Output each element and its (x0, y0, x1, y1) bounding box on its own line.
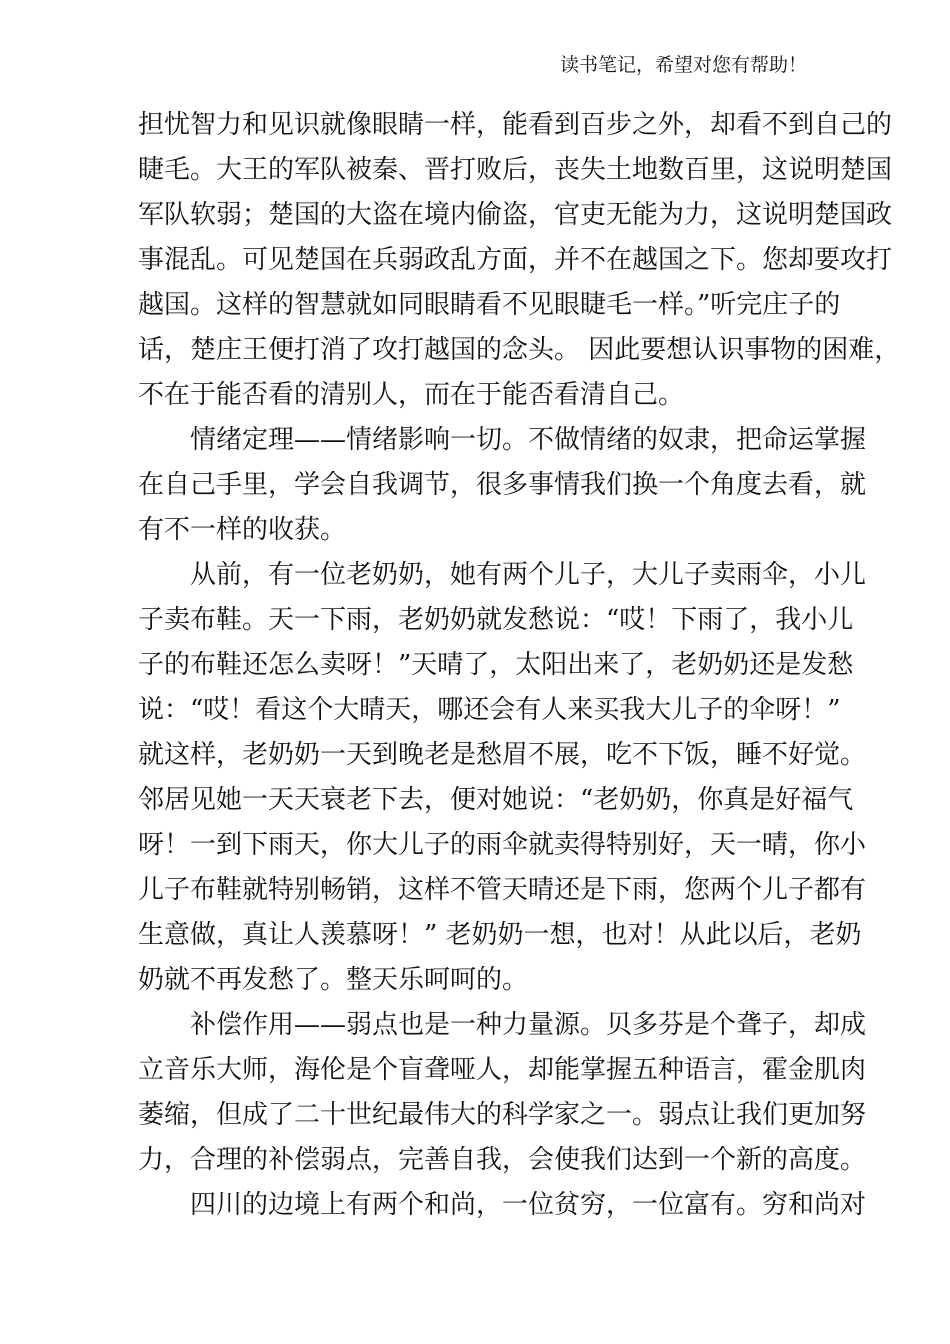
document-body (138, 103, 901, 1228)
text-line: 有不一样的收获。 (138, 515, 347, 545)
text-line: 子的布鞋还怎么卖呀！”天晴了，太阳出来了，老奶奶还是发愁 (138, 650, 854, 680)
text-line: 事混乱。可见楚国在兵弱政乱方面，并不在越国之下。您却要攻打 (138, 245, 893, 275)
text-line: 从前，有一位老奶奶，她有两个儿子，大儿子卖雨伞，小儿 (190, 560, 867, 590)
text-line: 萎缩，但成了二十世纪最伟大的科学家之一。弱点让我们更加努 (138, 1100, 867, 1130)
page-header-note: 读书笔记，希望对您有帮助！ (559, 54, 807, 76)
text-line: 军队软弱；楚国的大盗在境内偷盗，官吏无能为力，这说明楚国政 (138, 200, 893, 230)
text-line: 生意做，真让人羡慕呀！” 老奶奶一想，也对！从此以后，老奶 (138, 920, 862, 950)
text-line: 担忧智力和见识就像眼睛一样，能看到百步之外，却看不到自己的 (138, 110, 893, 140)
text-line: 儿子布鞋就特别畅销，这样不管天晴还是下雨，您两个儿子都有 (138, 875, 867, 905)
text-line: 奶就不再发愁了。整天乐呵呵的。 (138, 965, 529, 995)
text-line: 力，合理的补偿弱点，完善自我，会使我们达到一个新的高度。 (138, 1145, 867, 1175)
text-line: 话，楚庄王便打消了攻打越国的念头。 因此要想认识事物的困难， (138, 335, 901, 365)
text-line: 说：“哎！看这个大晴天，哪还会有人来买我大儿子的伞呀！” (138, 695, 841, 725)
text-line: 立音乐大师，海伦是个盲聋哑人，却能掌握五种语言，霍金肌肉 (138, 1055, 867, 1085)
text-line: 越国。这样的智慧就如同眼睛看不见眼睫毛一样。”听完庄子的 (138, 290, 841, 320)
text-line: 呀！一到下雨天，你大儿子的雨伞就卖得特别好，天一晴，你小 (138, 830, 867, 860)
text-line: 情绪定理——情绪影响一切。不做情绪的奴隶，把命运掌握 (190, 425, 867, 455)
text-line: 就这样，老奶奶一天到晚老是愁眉不展，吃不下饭，睡不好觉。 (138, 740, 867, 770)
text-line: 邻居见她一天天衰老下去，便对她说：“老奶奶，你真是好福气 (138, 785, 854, 815)
text-line: 子卖布鞋。天一下雨，老奶奶就发愁说：“哎！下雨了，我小儿 (138, 605, 854, 635)
text-line: 补偿作用——弱点也是一种力量源。贝多芬是个聋子，却成 (190, 1010, 867, 1040)
text-line: 不在于能否看的清别人，而在于能否看清自己。 (138, 380, 685, 410)
text-line: 睫毛。大王的军队被秦、晋打败后，丧失土地数百里，这说明楚国 (138, 155, 893, 185)
text-line: 四川的边境上有两个和尚，一位贫穷，一位富有。穷和尚对 (190, 1190, 867, 1220)
text-line: 在自己手里，学会自我调节，很多事情我们换一个角度去看，就 (138, 470, 867, 500)
